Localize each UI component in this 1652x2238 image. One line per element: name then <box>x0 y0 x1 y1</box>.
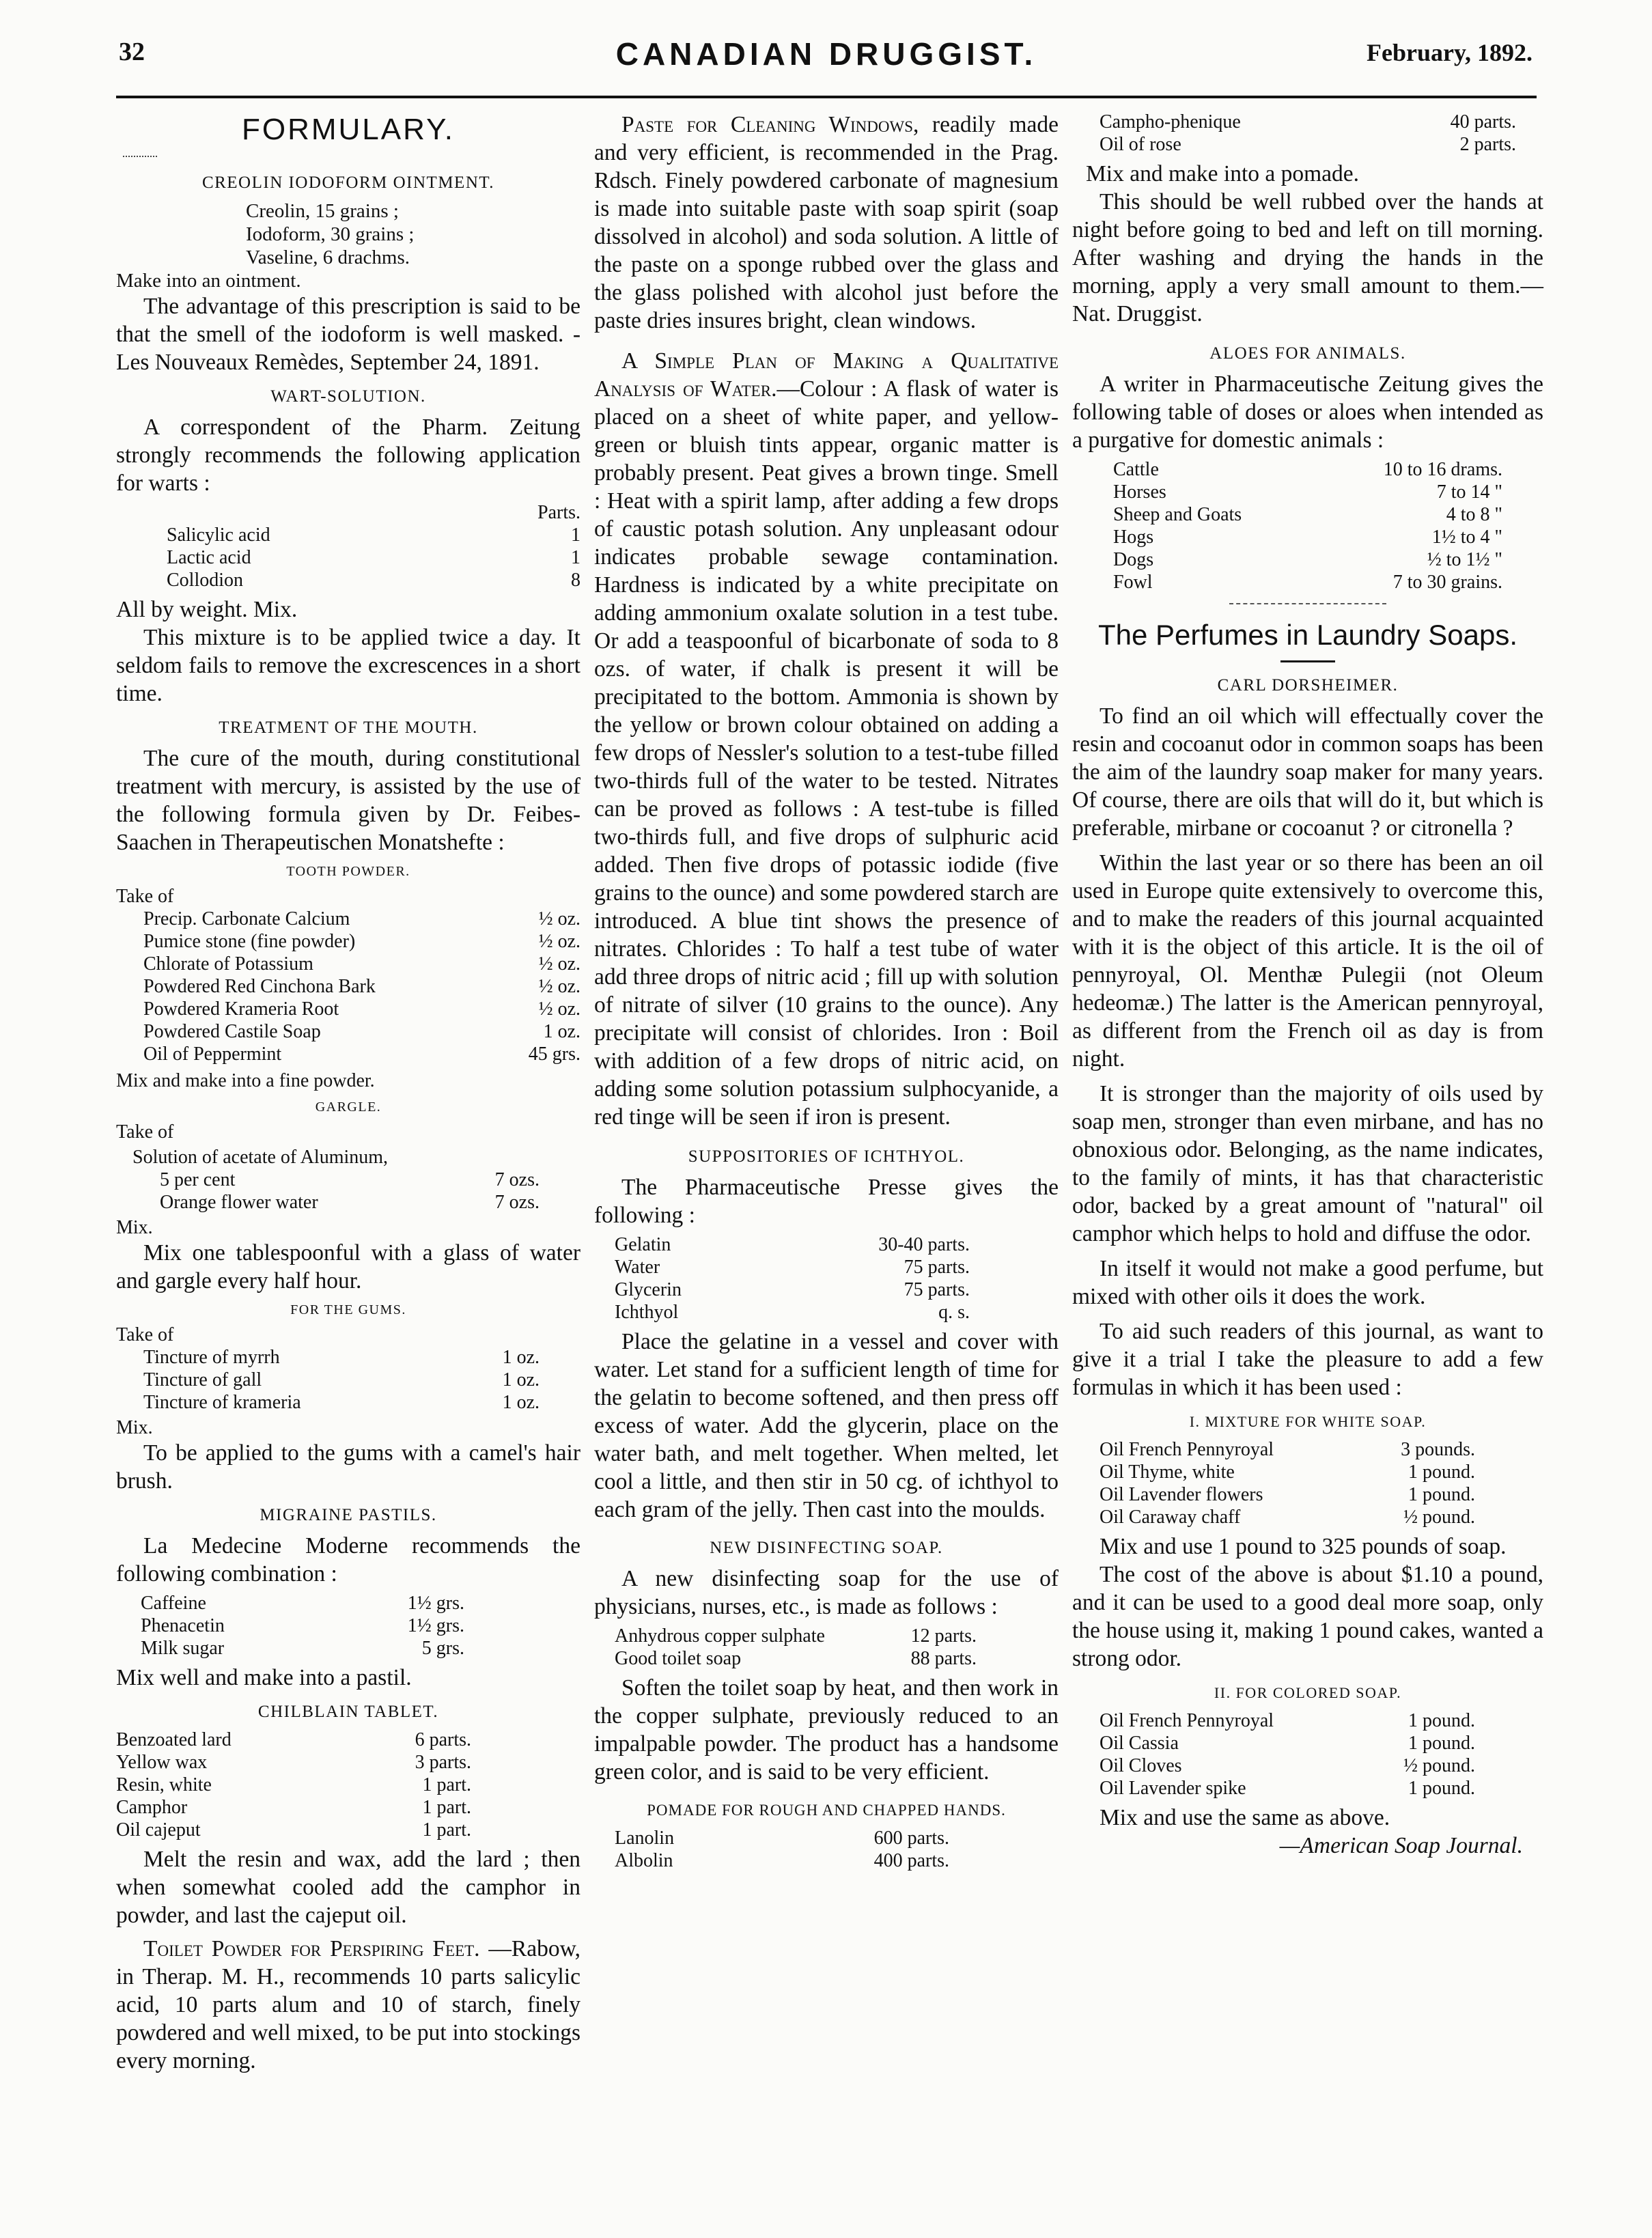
gargle-mix: Mix. <box>116 1217 153 1238</box>
creolin-make: Make into an ointment. <box>116 270 301 292</box>
table-cell-value: 1 pound. <box>1408 1733 1475 1754</box>
table-cell-value: 12 parts. <box>910 1625 977 1647</box>
table-cell-value: 7 to 14 " <box>1436 481 1502 503</box>
perfumes-paragraph: To aid such readers of this journal, as want to give it a trial I take the pleasure to add a few formulas in which it has been used : <box>1072 1319 1543 1400</box>
table-cell-item: Caffeine <box>141 1593 206 1614</box>
pomade-cont-table <box>1072 111 1543 156</box>
table-cell-value: 1½ to 4 " <box>1431 527 1502 548</box>
table-row <box>167 546 580 569</box>
table-cell-value: 1½ grs. <box>407 1593 464 1614</box>
wart-text2: This mixture is to be applied twice a day. It seldom fails to remove the excrescences in a short time. <box>116 625 580 706</box>
table-cell-value: ½ oz. <box>538 908 580 929</box>
table-cell-item: Chlorate of Potassium <box>143 953 313 975</box>
table-cell-item: Oil Cassia <box>1100 1733 1179 1754</box>
water-text: —Colour : A flask of water is placed on a sheet of white paper, and yellow-green or bluish tints appear, organic matter is probably present. Peat gives a brown tinge. Smell : Heat with a spirit lamp, after adding a few drops of caustic potash solution. Any unpleasant odour indicates probable sewage contamination. Hardness is indicated by a white precipitate on adding ammonium oxalate solution in a test tube. Or add a teaspoonful of bicarbonate of soda to 8 ozs. of water, if chalk is present it will be precipitated to the bottom. Ammonia is shown by the yellow or brown colour obtained on adding a few drops of Nessler's solution to a test-tube filled two-thirds full of the water to be tested. Nitrates can be proved as follows : A test-tube is filled two-thirds full, and five drops of sulphuric acid added. Then five drops of potassic iodide (five grains to the ounce) and some powdered starch are introduced. A blue tint shows the presence of nitrates. Chlorides : To half a test tube of water add three drops of nitric acid ; fill up with solution of nitrate of silver (10 grains to the ounce). Any precipitate will consist of chlorides. Iron : Boil with addition of a few drops of nitric acid, on adding some solution potassium sulphocyanide, a red tinge will be seen if iron is present. <box>594 376 1059 1130</box>
table-row <box>1113 548 1502 571</box>
white-soap-table <box>1072 1438 1543 1528</box>
table-cell-value: 1½ grs. <box>407 1615 464 1636</box>
table-row <box>1113 526 1502 548</box>
colored-soap-table <box>1072 1709 1543 1800</box>
table-row <box>116 1774 471 1796</box>
soap-heading: NEW DISINFECTING SOAP. <box>710 1539 943 1557</box>
table-row <box>615 1233 970 1256</box>
table-cell-item: Sheep and Goats <box>1113 504 1242 525</box>
table-cell-item: Oil of rose <box>1100 134 1181 155</box>
pomade-mix: Mix and make into a pomade. <box>1086 161 1360 186</box>
table-cell-item: Lactic acid <box>167 547 251 568</box>
water-paragraph <box>594 347 1059 1131</box>
aloes-heading: ALOES FOR ANIMALS. <box>1209 344 1406 363</box>
table-row <box>143 1391 540 1414</box>
table-cell-value: 2 parts. <box>1459 134 1516 155</box>
table-cell-item: Good toilet soap <box>615 1648 742 1669</box>
table-row <box>1100 1483 1475 1506</box>
table-cell-value: q. s. <box>938 1302 970 1323</box>
table-row <box>143 953 580 975</box>
migraine-text: La Medecine Moderne recommends the following combination : <box>116 1533 580 1586</box>
table-row <box>141 1637 464 1660</box>
table-cell-item: Powdered Krameria Root <box>143 998 339 1020</box>
table-cell-value: 45 grs. <box>528 1044 580 1065</box>
table-cell-item: Powdered Red Cinchona Bark <box>143 976 376 997</box>
table-cell-item: Oil Lavender flowers <box>1100 1484 1263 1505</box>
table-row <box>615 1849 949 1872</box>
table-cell-item: Lanolin <box>615 1828 675 1849</box>
table-cell-value: 4 to 8 " <box>1446 504 1502 525</box>
table-cell-value: 8 <box>571 570 580 591</box>
table-cell-item: Oil French Pennyroyal <box>1100 1710 1274 1731</box>
table-row <box>143 975 580 998</box>
table-row <box>1113 481 1502 503</box>
tooth-table <box>116 908 580 1065</box>
pomade-table <box>594 1827 1059 1872</box>
table-cell-value: 1 part. <box>422 1819 471 1841</box>
table-row <box>116 1796 471 1819</box>
tooth-make: Mix and make into a fine powder. <box>116 1070 375 1091</box>
table-cell-value: ½ oz. <box>538 998 580 1020</box>
table-cell-value: 1 oz. <box>543 1021 580 1042</box>
table-cell-item: Resin, white <box>116 1774 212 1795</box>
table-cell-value: ½ oz. <box>538 931 580 952</box>
table-row <box>1100 1777 1475 1800</box>
gargle-line: Solution of acetate of Aluminum, <box>132 1147 389 1168</box>
table-cell-item: Horses <box>1113 481 1166 503</box>
table-cell-value: 1 <box>571 547 580 568</box>
gargle-heading: GARGLE. <box>315 1100 382 1115</box>
take-of: Take of <box>116 886 174 907</box>
creolin-line: Creolin, 15 grains ; <box>246 200 399 222</box>
column-1 <box>116 111 580 2075</box>
table-row <box>1113 458 1502 481</box>
wart-parts-label: Parts. <box>537 502 580 523</box>
table-row <box>1100 111 1516 133</box>
gargle-text: Mix one tablespoonful with a glass of water and gargle every half hour. <box>116 1240 580 1293</box>
table-cell-value: 3 parts. <box>415 1752 471 1773</box>
perfumes-paragraph: The cost of the above is about $1.10 a pound, and it can be used to a good deal more soap, only the house using it, making 1 pound cakes, wanted a strong odor. <box>1072 1562 1543 1671</box>
wart-heading: WART-SOLUTION. <box>270 387 426 406</box>
perfumes-paragraph: Within the last year or so there has been an oil used in Europe quite extensively to overcome this, and to make the readers of this journal acquainted with it is the object of this article. It is the oil of pennyroyal, Ol. Menthæ Pulegii (not Oleum hedeomæ.) The latter is the American pennyroyal, as different from the French oil as day is from night. <box>1072 850 1543 1072</box>
water-lead: A Simple Plan of Making a Qualitative Analysis of Water. <box>594 348 1059 402</box>
toilet-lead: Toilet Powder for Perspiring Feet. <box>143 1936 480 1961</box>
pomade-heading: POMADE FOR ROUGH AND CHAPPED HANDS. <box>647 1802 1006 1819</box>
table-cell-value: ½ pound. <box>1403 1507 1475 1528</box>
table-cell-item: Pumice stone (fine powder) <box>143 931 356 952</box>
gums-text: To be applied to the gums with a camel's hair brush. <box>116 1440 580 1494</box>
table-cell-value: 7 ozs. <box>494 1192 540 1213</box>
table-cell-value: 7 ozs. <box>494 1169 540 1190</box>
table-cell-item: Oil French Pennyroyal <box>1100 1439 1274 1460</box>
colored-soap-heading: II. FOR COLORED SOAP. <box>1214 1684 1402 1701</box>
table-cell-item: Precip. Carbonate Calcium <box>143 908 350 929</box>
table-row <box>1100 1438 1475 1461</box>
table-cell-item: Salicylic acid <box>167 524 270 546</box>
table-row <box>143 1346 540 1369</box>
table-row <box>143 930 580 953</box>
table-cell-item: Tincture of myrrh <box>143 1347 280 1368</box>
table-cell-item: Campho-phenique <box>1100 111 1241 132</box>
section-divider <box>1229 603 1386 604</box>
table-row <box>1100 1754 1475 1777</box>
chilblain-table <box>116 1729 580 1841</box>
wart-table <box>116 501 580 591</box>
table-row <box>143 908 580 930</box>
paste-text: readily made and very efficient, is recommended in the Prag. Rdsch. Finely powdered carbonate of magnesium is made into suitable paste with soap spirit (soap dissolved in alcohol) and soda solution. A little of the paste on a sponge rubbed over the glass and the glass polished with alcohol just before the paste dries insures bright, clean windows. <box>594 112 1059 333</box>
take-of: Take of <box>116 1121 174 1143</box>
table-cell-value: 1 part. <box>422 1774 471 1795</box>
perfumes-paragraph: In itself it would not make a good perfume, but mixed with other oils it does the work. <box>1072 1256 1543 1309</box>
ichthyol-text: The Pharmaceutische Presse gives the following : <box>594 1175 1059 1228</box>
aloes-table <box>1072 458 1543 593</box>
table-cell-item: Collodion <box>167 570 244 591</box>
toilet-text: —Rabow, in Therap. M. H., recommends 10 parts salicylic acid, 10 parts alum and 10 of starch, finely powdered and well mixed, to be put into stockings every morning. <box>116 1936 580 2073</box>
ornament-divider <box>123 156 157 157</box>
table-cell-value: 6 parts. <box>415 1729 471 1750</box>
table-cell-item: 5 per cent <box>160 1169 236 1190</box>
table-cell-value: ½ pound. <box>1403 1755 1475 1776</box>
ichthyol-table <box>594 1233 1059 1324</box>
perfumes-paragraph: To find an oil which will effectually cover the resin and cocoanut odor in common soaps has been the aim of the laundry soap maker for many years. Of course, there are oils that will do it, but which is preferable, mirbane or cocoanut ? or citronella ? <box>1072 703 1543 841</box>
table-cell-value: 5 grs. <box>421 1638 464 1659</box>
table-row <box>1100 133 1516 156</box>
table-cell-value: 1 pound. <box>1408 1484 1475 1505</box>
table-cell-item: Oil Thyme, white <box>1100 1461 1235 1483</box>
table-row <box>143 1043 580 1065</box>
table-cell-value: 7 to 30 grains. <box>1392 572 1502 593</box>
table-cell-item: Gelatin <box>615 1234 671 1255</box>
table-cell-item: Camphor <box>116 1797 188 1818</box>
gums-mix: Mix. <box>116 1417 153 1438</box>
table-cell-value: 75 parts. <box>904 1279 970 1300</box>
perfumes-title: The Perfumes in Laundry Soaps. <box>1097 619 1517 651</box>
table-cell-item: Fowl <box>1113 572 1153 593</box>
table-row <box>1100 1506 1475 1528</box>
title-rule <box>1280 660 1335 662</box>
table-cell-item: Oil cajeput <box>116 1819 201 1841</box>
toilet-powder <box>116 1935 580 2075</box>
table-cell-item: Cattle <box>1113 459 1159 480</box>
wart-weight: All by weight. Mix. <box>116 597 298 622</box>
creolin-line: Vaseline, 6 drachms. <box>246 247 410 268</box>
table-cell-value: 1 pound. <box>1408 1710 1475 1731</box>
table-row <box>116 1819 471 1841</box>
table-row <box>143 1020 580 1043</box>
table-cell-item: Phenacetin <box>141 1615 225 1636</box>
table-cell-value: 1 oz. <box>502 1347 540 1368</box>
paste-paragraph <box>594 111 1059 335</box>
table-cell-item: Oil of Peppermint <box>143 1044 282 1065</box>
mouth-text: The cure of the mouth, during constitutional treatment with mercury, is assisted by the use of the following formula given by Dr. Feibes-Saachen in Therapeutischen Monatshefte : <box>116 746 580 855</box>
chilblain-heading: CHILBLAIN TABLET. <box>257 1703 439 1721</box>
article-signature: —American Soap Journal. <box>1279 1833 1523 1858</box>
table-cell-item: Glycerin <box>615 1279 682 1300</box>
table-row <box>143 1369 540 1391</box>
table-cell-value: 3 pounds. <box>1401 1439 1475 1460</box>
table-row <box>116 1729 471 1751</box>
table-cell-item: Anhydrous copper sulphate <box>615 1625 825 1647</box>
page-number: 32 <box>119 38 145 66</box>
table-cell-value: 40 parts. <box>1450 111 1516 132</box>
issue-date: February, 1892. <box>1367 39 1532 66</box>
tooth-heading: TOOTH POWDER. <box>286 864 410 879</box>
table-cell-value: 1 <box>571 524 580 546</box>
table-cell-value: ½ to 1½ " <box>1427 549 1502 570</box>
soap-text: A new disinfecting soap for the use of physicians, nurses, etc., is made as follows : <box>594 1566 1059 1619</box>
perfumes-paragraph: Mix and use 1 pound to 325 pounds of soap. <box>1100 1534 1507 1559</box>
table-row <box>1100 1709 1475 1732</box>
table-cell-value: 600 parts. <box>873 1828 949 1849</box>
table-cell-value: 30-40 parts. <box>878 1234 970 1255</box>
table-row <box>1113 503 1502 526</box>
table-row <box>1113 571 1502 593</box>
perfumes-paragraph: It is stronger than the majority of oils used by soap men, stronger than even mirbane, and has no obnoxious odor. Belonging, as the name indicates, to the family of mints, it has that characteristic odor, backed by a great amount of "natural" oil camphor which helps to hold and diffuse the odor. <box>1072 1081 1543 1246</box>
table-cell-item: Oil Caraway chaff <box>1100 1507 1241 1528</box>
migraine-table <box>116 1592 580 1660</box>
table-row <box>615 1647 977 1670</box>
table-cell-value: 1 oz. <box>502 1369 540 1390</box>
creolin-line: Iodoform, 30 grains ; <box>246 223 415 245</box>
table-row <box>160 1191 540 1214</box>
migraine-text2: Mix well and make into a pastil. <box>116 1665 412 1690</box>
column-2 <box>594 111 1059 1876</box>
table-cell-item: Milk sugar <box>141 1638 225 1659</box>
page-header <box>116 33 1537 101</box>
chilblain-text: Melt the resin and wax, add the lard ; then when somewhat cooled add the camphor in powder, and last the cajeput oil. <box>116 1847 580 1928</box>
table-row <box>143 998 580 1020</box>
table-cell-item: Oil Cloves <box>1100 1755 1182 1776</box>
table-row <box>615 1827 949 1849</box>
table-cell-value: 75 parts. <box>904 1257 970 1278</box>
column-3 <box>1072 111 1543 1860</box>
take-of: Take of <box>116 1324 174 1345</box>
table-row <box>141 1592 464 1614</box>
gums-heading: FOR THE GUMS. <box>290 1302 406 1317</box>
table-cell-item: Dogs <box>1113 549 1154 570</box>
table-cell-value: 1 part. <box>422 1797 471 1818</box>
creolin-text: The advantage of this prescription is said to be that the smell of the iodoform is well masked. - Les Nouveaux Remèdes, September 24, 1891. <box>116 294 580 375</box>
pomade-text: This should be well rubbed over the hands at night before going to bed and left on till morning. After washing and drying the hands in the morning, apply a very small amount to them.—Nat. Druggist. <box>1072 189 1543 326</box>
table-row <box>160 1169 540 1191</box>
table-cell-item: Ichthyol <box>615 1302 679 1323</box>
table-cell-value: 400 parts. <box>873 1850 949 1871</box>
table-cell-item: Albolin <box>615 1850 673 1871</box>
table-cell-item: Water <box>615 1257 660 1278</box>
table-row <box>167 524 580 546</box>
mouth-heading: TREATMENT OF THE MOUTH. <box>219 718 478 737</box>
table-row <box>141 1614 464 1637</box>
table-row <box>167 569 580 591</box>
table-cell-value: 10 to 16 drams. <box>1383 459 1502 480</box>
table-cell-item: Yellow wax <box>116 1752 208 1773</box>
header-rule <box>116 96 1537 98</box>
ichthyol-heading: SUPPOSITORIES OF ICHTHYOL. <box>688 1147 965 1166</box>
table-row <box>615 1301 970 1324</box>
table-cell-item: Benzoated lard <box>116 1729 232 1750</box>
author-name: CARL DORSHEIMER. <box>1217 676 1399 695</box>
white-soap-heading: I. MIXTURE FOR WHITE SOAP. <box>1189 1413 1427 1430</box>
table-row <box>615 1278 970 1301</box>
gums-table <box>116 1346 580 1414</box>
table-row <box>615 1625 977 1647</box>
journal-title: CANADIAN DRUGGIST. <box>615 36 1037 72</box>
ichthyol-text2: Place the gelatine in a vessel and cover with water. Let stand for a sufficient length of time for the gelatin to become softened, and then press off excess of water. Add the glycerin, place on the water bath, and melt together. When melted, let cool a little, and then stir in 50 cg. of ichthyol to each gram of the jelly. Then cast into the moulds. <box>594 1329 1059 1522</box>
table-row <box>1100 1461 1475 1483</box>
table-cell-value: ½ oz. <box>538 976 580 997</box>
table-cell-item: Tincture of gall <box>143 1369 262 1390</box>
paste-lead: Paste for Cleaning Windows, <box>621 112 919 137</box>
table-cell-item: Powdered Castile Soap <box>143 1021 321 1042</box>
table-cell-value: 1 pound. <box>1408 1461 1475 1483</box>
table-cell-item: Hogs <box>1113 527 1154 548</box>
table-cell-value: 1 pound. <box>1408 1778 1475 1799</box>
table-cell-value: 1 oz. <box>502 1392 540 1413</box>
gargle-table <box>116 1169 580 1214</box>
table-cell-item: Orange flower water <box>160 1192 318 1213</box>
table-cell-item: Tincture of krameria <box>143 1392 301 1413</box>
soap-text2: Soften the toilet soap by heat, and then work in the copper sulphate, previously reduced to an impalpable powder. The product has a handsome green color, and is said to be very efficient. <box>594 1675 1059 1785</box>
table-row <box>615 1256 970 1278</box>
creolin-list <box>116 199 580 269</box>
soap-table <box>594 1625 1059 1670</box>
wart-text: A correspondent of the Pharm. Zeitung strongly recommends the following application for warts : <box>116 415 580 496</box>
table-row <box>116 1751 471 1774</box>
table-cell-value: ½ oz. <box>538 953 580 975</box>
perfumes-paragraph: Mix and use the same as above. <box>1100 1805 1390 1830</box>
table-cell-value: 88 parts. <box>910 1648 977 1669</box>
creolin-heading: CREOLIN IODOFORM OINTMENT. <box>201 173 495 192</box>
table-row <box>1100 1732 1475 1754</box>
migraine-heading: MIGRAINE PASTILS. <box>260 1506 437 1524</box>
formulary-title: FORMULARY. <box>241 113 455 146</box>
aloes-text: A writer in Pharmaceutische Zeitung gives the following table of doses or aloes when intended as a purgative for domestic animals : <box>1072 372 1543 453</box>
table-cell-item: Oil Lavender spike <box>1100 1778 1246 1799</box>
